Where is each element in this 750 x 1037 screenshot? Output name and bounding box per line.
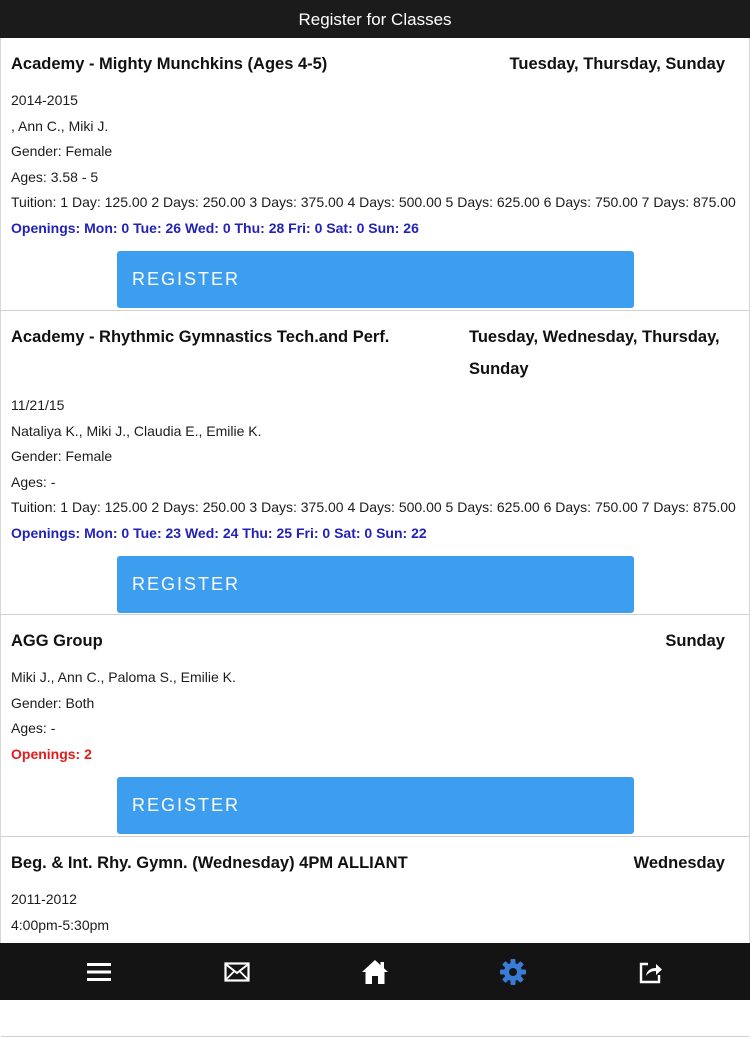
class-title: Academy - Rhythmic Gymnastics Tech.and Perf. [11,328,390,346]
class-season: 2014-2015 [11,92,78,108]
class-days: Sunday [665,632,725,650]
tab-settings[interactable] [483,943,543,1000]
class-title: Beg. & Int. Rhy. Gymn. (Wednesday) 4PM ALLIANT [11,854,408,872]
class-list[interactable] [0,38,750,943]
class-season: 2011-2012 [11,891,77,907]
class-gender: Gender: Female [11,143,113,159]
class-card-header [11,630,725,657]
mail-icon [224,962,250,982]
class-season: 11/21/15 [11,397,65,413]
register-button[interactable]: REGISTER [117,251,634,308]
class-ages: Ages: - [11,720,56,736]
class-days: Wednesday [633,854,725,872]
tab-mail[interactable] [207,943,267,1000]
class-days: Tuesday, Wednesday, Thursday, Sunday [469,328,720,378]
class-ages: Ages: 3.58 - 5 [11,168,99,185]
tab-share[interactable] [621,943,681,1000]
gear-icon [499,958,527,986]
register-button[interactable]: REGISTER [117,777,634,834]
class-card [1,837,749,1037]
class-card-header [11,326,725,385]
share-icon [638,959,664,985]
class-instructors: , Ann C., Miki J. [11,117,109,134]
class-card-header [11,53,725,80]
class-tuition: Tuition: 1 Day: 125.00 2 Days: 250.00 3 Days: 375.00 4 Days: 500.00 5 Days: 625.00 6 Days: 750.00 7 Days: 875.00 [11,194,736,210]
register-button[interactable]: REGISTER [117,556,634,613]
class-days: Tuesday, Thursday, Sunday [509,55,725,73]
class-ages: Ages: - [11,473,56,490]
class-instructors: Nataliya K., Miki J., Claudia E., Emilie K. [11,422,262,439]
class-card [1,615,749,837]
page-title: Register for Classes [0,0,750,38]
class-card [1,311,749,615]
home-icon [361,959,389,985]
class-gender: Gender: Female [11,448,113,464]
class-card [1,38,749,311]
tab-menu[interactable] [69,943,129,1000]
class-time: 4:00pm-5:30pm [11,916,110,933]
class-openings: Openings: 2 [11,745,92,762]
class-instructors: Miki J., Ann C., Paloma S., Emilie K. [11,669,236,685]
class-tuition: Tuition: 1 Day: 125.00 2 Days: 250.00 3 Days: 375.00 4 Days: 500.00 5 Days: 625.00 6 Days: 750.00 7 Days: 875.00 [11,499,736,515]
class-openings: Openings: Mon: 0 Tue: 26 Wed: 0 Thu: 28 Fri: 0 Sat: 0 Sun: 26 [11,219,419,236]
class-gender: Gender: Both [11,694,95,711]
class-title: AGG Group [11,632,103,650]
class-title: Academy - Mighty Munchkins (Ages 4-5) [11,55,328,73]
tab-home[interactable] [345,943,405,1000]
bottom-tab-bar [0,943,750,1000]
menu-icon [86,961,112,983]
class-openings: Openings: Mon: 0 Tue: 23 Wed: 24 Thu: 25 Fri: 0 Sat: 0 Sun: 22 [11,524,427,541]
class-card-header [11,852,725,879]
